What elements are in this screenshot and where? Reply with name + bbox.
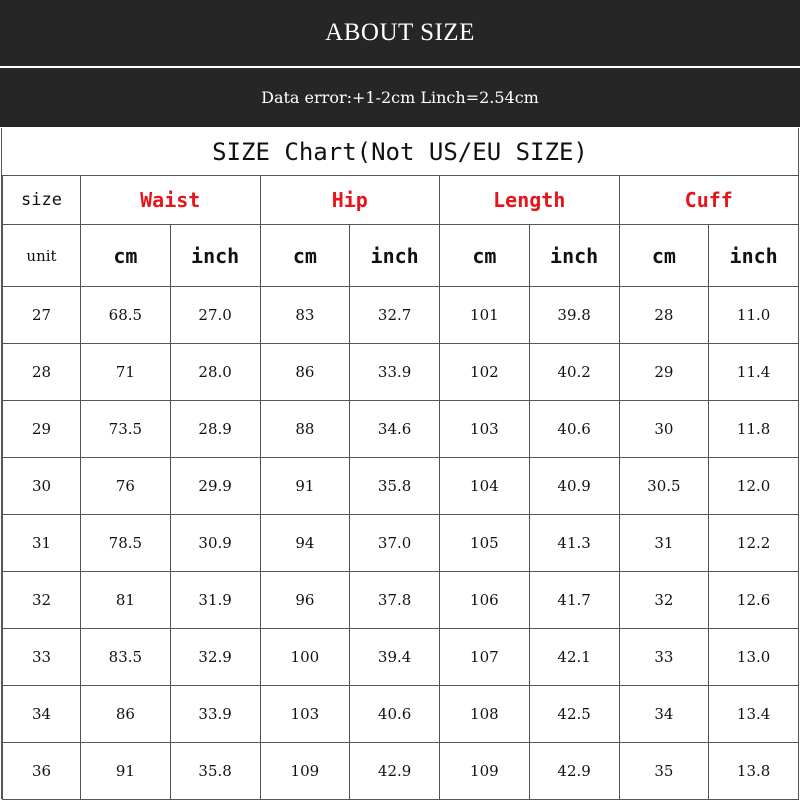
table-cell: 32.9 [170,629,260,686]
table-cell: 33.9 [350,344,440,401]
unit-label: unit [3,225,81,287]
table-cell: 78.5 [81,515,171,572]
size-cell: 31 [3,515,81,572]
table-cell: 13.8 [709,743,799,800]
table-cell: 28.0 [170,344,260,401]
table-cell: 35.8 [170,743,260,800]
table-cell: 30.5 [619,458,709,515]
table-cell: 12.0 [709,458,799,515]
size-cell: 30 [3,458,81,515]
unit-header-row [3,225,799,287]
cuff-heading: Cuff [619,176,799,225]
table-cell: 86 [81,686,171,743]
table-cell: 76 [81,458,171,515]
table-cell: 28 [619,287,709,344]
table-row [3,401,799,458]
table-cell: 33 [619,629,709,686]
table-cell: 40.6 [350,686,440,743]
table-cell: 35 [619,743,709,800]
table-cell: 103 [260,686,350,743]
table-cell: 91 [260,458,350,515]
table-cell: 13.4 [709,686,799,743]
table-row [3,287,799,344]
table-cell: 11.8 [709,401,799,458]
table-cell: 42.1 [529,629,619,686]
table-row [3,743,799,800]
table-cell: 106 [440,572,530,629]
size-cell: 33 [3,629,81,686]
size-cell: 32 [3,572,81,629]
table-cell: 30 [619,401,709,458]
table-cell: 81 [81,572,171,629]
table-cell: 33.9 [170,686,260,743]
measurement-note-bar [0,68,800,127]
unit-cell: cm [81,225,171,287]
table-cell: 32 [619,572,709,629]
table-cell: 13.0 [709,629,799,686]
size-cell: 28 [3,344,81,401]
table-cell: 100 [260,629,350,686]
table-cell: 37.8 [350,572,440,629]
table-cell: 42.9 [350,743,440,800]
table-cell: 31 [619,515,709,572]
table-cell: 11.0 [709,287,799,344]
table-cell: 42.9 [529,743,619,800]
table-cell: 31.9 [170,572,260,629]
table-cell: 28.9 [170,401,260,458]
table-cell: 32.7 [350,287,440,344]
size-table [2,175,799,800]
table-cell: 109 [260,743,350,800]
unit-cell: cm [260,225,350,287]
table-cell: 35.8 [350,458,440,515]
table-cell: 71 [81,344,171,401]
table-cell: 34.6 [350,401,440,458]
table-row [3,572,799,629]
group-header-row [3,176,799,225]
table-cell: 39.4 [350,629,440,686]
table-cell: 68.5 [81,287,171,344]
table-cell: 105 [440,515,530,572]
table-cell: 104 [440,458,530,515]
table-cell: 73.5 [81,401,171,458]
table-cell: 27.0 [170,287,260,344]
table-cell: 12.2 [709,515,799,572]
page-title: ABOUT SIZE [325,19,475,46]
title-bar [0,0,800,66]
table-cell: 42.5 [529,686,619,743]
table-cell: 94 [260,515,350,572]
length-heading: Length [440,176,620,225]
table-cell: 107 [440,629,530,686]
size-cell: 34 [3,686,81,743]
table-row [3,515,799,572]
table-cell: 12.6 [709,572,799,629]
table-cell: 96 [260,572,350,629]
hip-heading: Hip [260,176,440,225]
unit-cell: inch [529,225,619,287]
table-row [3,458,799,515]
table-cell: 83.5 [81,629,171,686]
table-cell: 91 [81,743,171,800]
table-cell: 30.9 [170,515,260,572]
table-cell: 34 [619,686,709,743]
table-cell: 102 [440,344,530,401]
table-cell: 41.3 [529,515,619,572]
table-row [3,629,799,686]
table-cell: 103 [440,401,530,458]
waist-heading: Waist [81,176,261,225]
table-cell: 40.2 [529,344,619,401]
table-cell: 29.9 [170,458,260,515]
table-cell: 37.0 [350,515,440,572]
table-cell: 108 [440,686,530,743]
table-row [3,686,799,743]
size-cell: 27 [3,287,81,344]
unit-cell: cm [440,225,530,287]
unit-cell: inch [170,225,260,287]
unit-cell: inch [350,225,440,287]
table-row [3,344,799,401]
table-cell: 109 [440,743,530,800]
unit-cell: cm [619,225,709,287]
unit-cell: inch [709,225,799,287]
table-cell: 11.4 [709,344,799,401]
table-cell: 83 [260,287,350,344]
table-cell: 40.6 [529,401,619,458]
table-cell: 86 [260,344,350,401]
table-cell: 101 [440,287,530,344]
table-cell: 88 [260,401,350,458]
measurement-note: Data error:+1-2cm Linch=2.54cm [261,88,539,107]
table-cell: 40.9 [529,458,619,515]
size-label: size [3,176,81,225]
size-chart-title: SIZE Chart(Not US/EU SIZE) [212,137,588,166]
table-cell: 39.8 [529,287,619,344]
size-cell: 29 [3,401,81,458]
size-cell: 36 [3,743,81,800]
table-cell: 29 [619,344,709,401]
table-cell: 41.7 [529,572,619,629]
